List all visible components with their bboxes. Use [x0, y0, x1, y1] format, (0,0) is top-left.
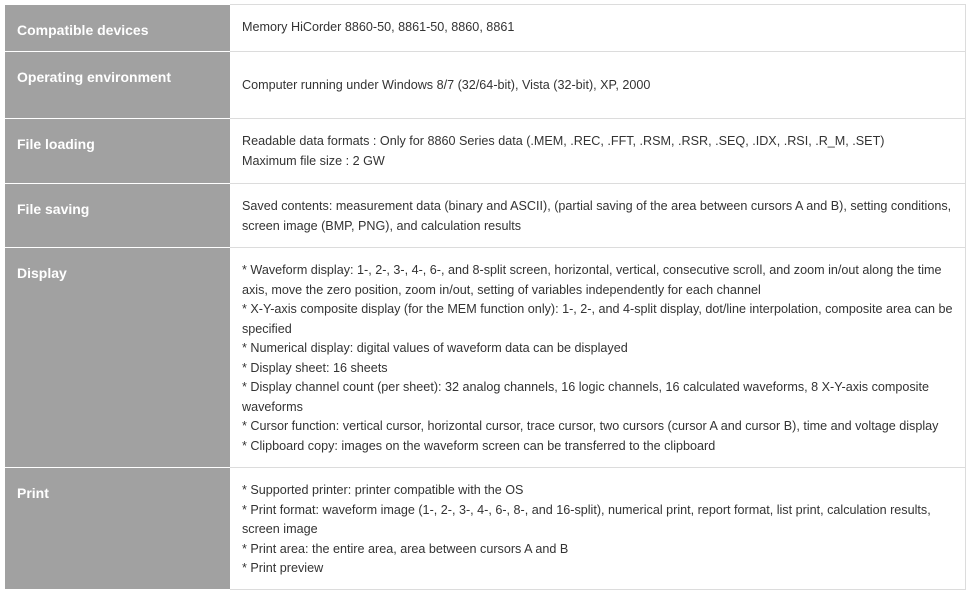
- row-label-operating-environment: Operating environment: [5, 52, 230, 119]
- value-line: Readable data formats : Only for 8860 Series data (.MEM, .REC, .FFT, .RSM, .RSR, .SEQ, .IDX, .RSI, .R_M, .SET): [242, 134, 885, 148]
- value-line: * Print area: the entire area, area between cursors A and B: [242, 541, 569, 556]
- value-line: * Cursor function: vertical cursor, horizontal cursor, trace cursor, two cursors (cursor A and cursor B), time and voltage display: [242, 419, 939, 433]
- row-label-compatible-devices: Compatible devices: [5, 5, 230, 52]
- row-value-display: [230, 248, 966, 468]
- value-line: * Supported printer: printer compatible with the OS: [242, 483, 524, 497]
- value-line: * Clipboard copy: images on the waveform screen can be transferred to the clipboard: [242, 438, 716, 453]
- value-line: * Print format: waveform image (1-, 2-, 3-, 4-, 6-, 8-, and 16-split), numerical print, report format, list print, calculation results, screen image: [242, 502, 931, 536]
- row-value-operating-environment: [230, 52, 966, 119]
- value-line: Memory HiCorder 8860-50, 8861-50, 8860, 8861: [242, 20, 515, 34]
- value-line: Computer running under Windows 8/7 (32/64-bit), Vista (32-bit), XP, 2000: [242, 78, 651, 92]
- value-line: * X-Y-axis composite display (for the MEM function only): 1-, 2-, and 4-split display, dot/line interpolation, composite area can be specified: [242, 302, 953, 336]
- table-row: [5, 5, 966, 52]
- value-line: Maximum file size : 2 GW: [242, 153, 385, 168]
- row-label-file-saving: File saving: [5, 184, 230, 248]
- value-line: * Display channel count (per sheet): 32 analog channels, 16 logic channels, 16 calculated waveforms, 8 X-Y-axis composite waveforms: [242, 380, 929, 414]
- row-label-display: Display: [5, 248, 230, 468]
- value-line: * Waveform display: 1-, 2-, 3-, 4-, 6-, and 8-split screen, horizontal, vertical, consecutive scroll, and zoom in/out along the time axis, move the zero position, zoom in/out, setting of variables independently for each channel: [242, 263, 942, 297]
- table-row: [5, 52, 966, 119]
- value-line: Saved contents: measurement data (binary and ASCII), (partial saving of the area between cursors A and B), setting conditions, screen image (BMP, PNG), and calculation results: [242, 199, 952, 233]
- table-row: [5, 184, 966, 248]
- table-row: [5, 119, 966, 184]
- table-row: [5, 468, 966, 590]
- row-value-file-loading: [230, 119, 966, 184]
- row-value-print: [230, 468, 966, 590]
- row-value-file-saving: [230, 184, 966, 248]
- table-row: [5, 248, 966, 468]
- row-label-file-loading: File loading: [5, 119, 230, 184]
- spec-table: [5, 4, 966, 590]
- value-line: * Print preview: [242, 561, 324, 575]
- row-value-compatible-devices: [230, 5, 966, 52]
- row-label-print: Print: [5, 468, 230, 590]
- value-line: * Display sheet: 16 sheets: [242, 360, 388, 375]
- value-line: * Numerical display: digital values of waveform data can be displayed: [242, 341, 628, 355]
